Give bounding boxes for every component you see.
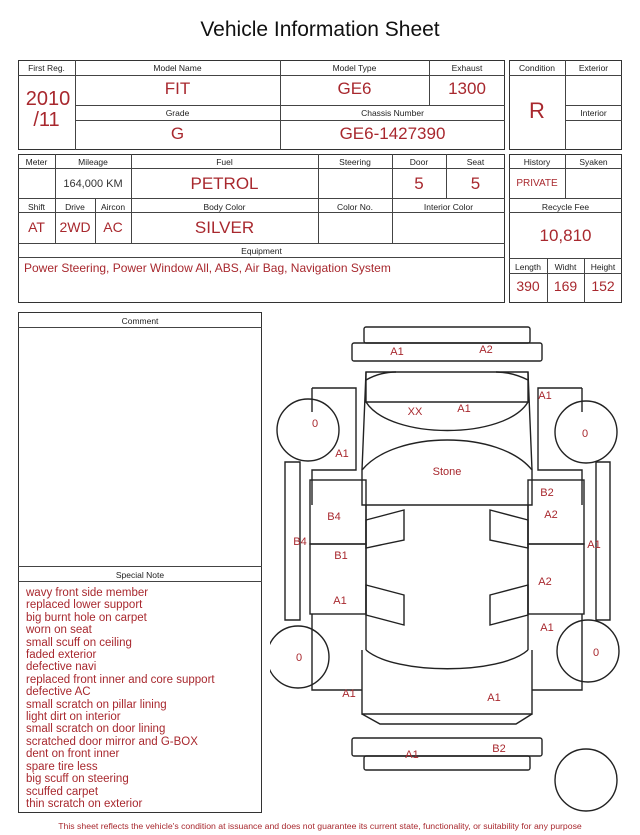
aircon-value: AC (103, 219, 123, 235)
list-item: big burnt hole on carpet (26, 611, 147, 624)
interior-color-label: Interior Color (423, 202, 474, 212)
width-label: Widht (554, 262, 577, 272)
mark-front-bumper-left: A1 (390, 346, 404, 358)
mark-right-rear-door-lower: A1 (540, 622, 554, 634)
mark-right-front-door: A2 (544, 509, 558, 521)
exterior-label: Exterior (578, 63, 609, 73)
mark-rear-bumper-right: B2 (492, 743, 506, 755)
height-label: Height (590, 262, 616, 272)
list-item: scuffed carpet (26, 785, 99, 798)
model-name-value: FIT (164, 79, 191, 98)
door-value: 5 (414, 174, 424, 193)
sheet-title: Vehicle Information Sheet (200, 18, 440, 41)
comment-label: Comment (121, 316, 159, 326)
color-no-label: Color No. (337, 202, 373, 212)
grade-label: Grade (165, 108, 190, 118)
list-item: faded exterior (26, 649, 97, 662)
mark-left-front-door-lower: B1 (334, 550, 348, 562)
recycle-fee-label: Recycle Fee (541, 202, 590, 212)
equipment-value: Power Steering, Power Window All, ABS, Air Bag, Navigation System (24, 261, 391, 275)
condition-grade: R (529, 98, 545, 123)
exhaust-value: 1300 (448, 79, 486, 98)
interior-label: Interior (580, 108, 607, 118)
mark-front-bumper-right: A2 (479, 344, 493, 356)
mark-tire-rear-left: 0 (295, 652, 303, 664)
list-item: thin scratch on exterior (26, 797, 143, 810)
mark-hood-right: A1 (457, 403, 471, 415)
first-reg-month: /11 (33, 109, 60, 131)
fuel-value: PETROL (190, 174, 259, 193)
syaken-label: Syaken (579, 157, 608, 167)
seat-label: Seat (466, 157, 485, 167)
shift-value: AT (28, 219, 45, 235)
height-value: 152 (591, 278, 615, 294)
mileage-value: 164,000 KM (63, 178, 123, 190)
mark-left-side: B4 (293, 536, 307, 548)
car-damage-diagram (270, 320, 632, 820)
special-note-list (26, 587, 215, 810)
mark-rear-left-quarter: A1 (342, 688, 356, 700)
list-item: dent on front inner (26, 748, 120, 761)
mark-rear-bumper-left: A1 (405, 749, 419, 761)
special-note-label: Special Note (115, 570, 165, 580)
first-reg-year: 2010 (25, 88, 71, 110)
length-value: 390 (516, 278, 540, 294)
mark-left-front-door: B4 (327, 511, 341, 523)
seat-value: 5 (470, 174, 481, 193)
drive-value: 2WD (59, 219, 91, 235)
list-item: spare tire less (26, 760, 98, 773)
list-item: defective AC (26, 686, 91, 699)
mark-left-rear-door: A1 (333, 595, 347, 607)
list-item: replaced lower support (26, 599, 143, 612)
chassis-number-label: Chassis Number (361, 108, 424, 118)
mark-hood-left: XX (407, 406, 423, 418)
disclaimer-footer: This sheet reflects the vehicle's condition at issuance and does not guarantee its current state, functionality, or suitability for any purpose (58, 821, 582, 831)
fuel-label: Fuel (216, 157, 233, 167)
mark-right-side: A1 (587, 539, 601, 551)
body-color-label: Body Color (203, 202, 246, 212)
grade-value: G (170, 124, 185, 143)
list-item: light dirt on interior (26, 711, 121, 724)
mark-front-left-fender: A1 (335, 448, 349, 460)
chassis-number-value: GE6-1427390 (339, 124, 446, 143)
body-color-value: SILVER (194, 218, 255, 237)
shift-label: Shift (27, 202, 45, 212)
steering-label: Steering (339, 157, 371, 167)
mark-right-front-door-upper: B2 (540, 487, 554, 499)
door-label: Door (409, 157, 429, 167)
mark-roof: Stone (432, 466, 462, 478)
mark-front-right-fender: A1 (538, 390, 552, 402)
list-item: small scratch on door lining (26, 723, 166, 736)
exhaust-label: Exhaust (451, 63, 483, 73)
condition-label: Condition (519, 63, 555, 73)
model-type-value: GE6 (337, 79, 372, 98)
mileage-label: Mileage (78, 157, 108, 167)
width-value: 169 (553, 278, 578, 294)
model-type-label: Model Type (332, 63, 377, 73)
history-label: History (523, 157, 551, 167)
list-item: big scuff on steering (26, 773, 129, 786)
mark-tire-front-left: 0 (311, 418, 319, 430)
meter-label: Meter (25, 157, 48, 167)
length-label: Length (515, 262, 541, 272)
list-item: scratched door mirror and G-BOX (26, 735, 198, 748)
drive-label: Drive (65, 202, 85, 212)
equipment-label: Equipment (241, 246, 282, 256)
mark-trunk: A1 (487, 692, 501, 704)
list-item: worn on seat (26, 624, 92, 637)
list-item: small scuff on ceiling (26, 636, 132, 649)
list-item: defective navi (26, 661, 97, 674)
first-reg-label: First Reg. (28, 63, 65, 73)
mark-tire-rear-right: 0 (592, 647, 600, 659)
list-item: wavy front side member (26, 587, 149, 599)
mark-tire-front-right: 0 (581, 428, 589, 440)
mark-right-rear-door: A2 (538, 576, 552, 588)
model-name-label: Model Name (153, 63, 202, 73)
recycle-fee-value: 10,810 (539, 226, 592, 245)
aircon-label: Aircon (100, 202, 126, 212)
list-item: small scratch on pillar lining (26, 698, 167, 711)
history-value: PRIVATE (516, 178, 558, 189)
list-item: replaced front inner and core support (26, 673, 215, 686)
